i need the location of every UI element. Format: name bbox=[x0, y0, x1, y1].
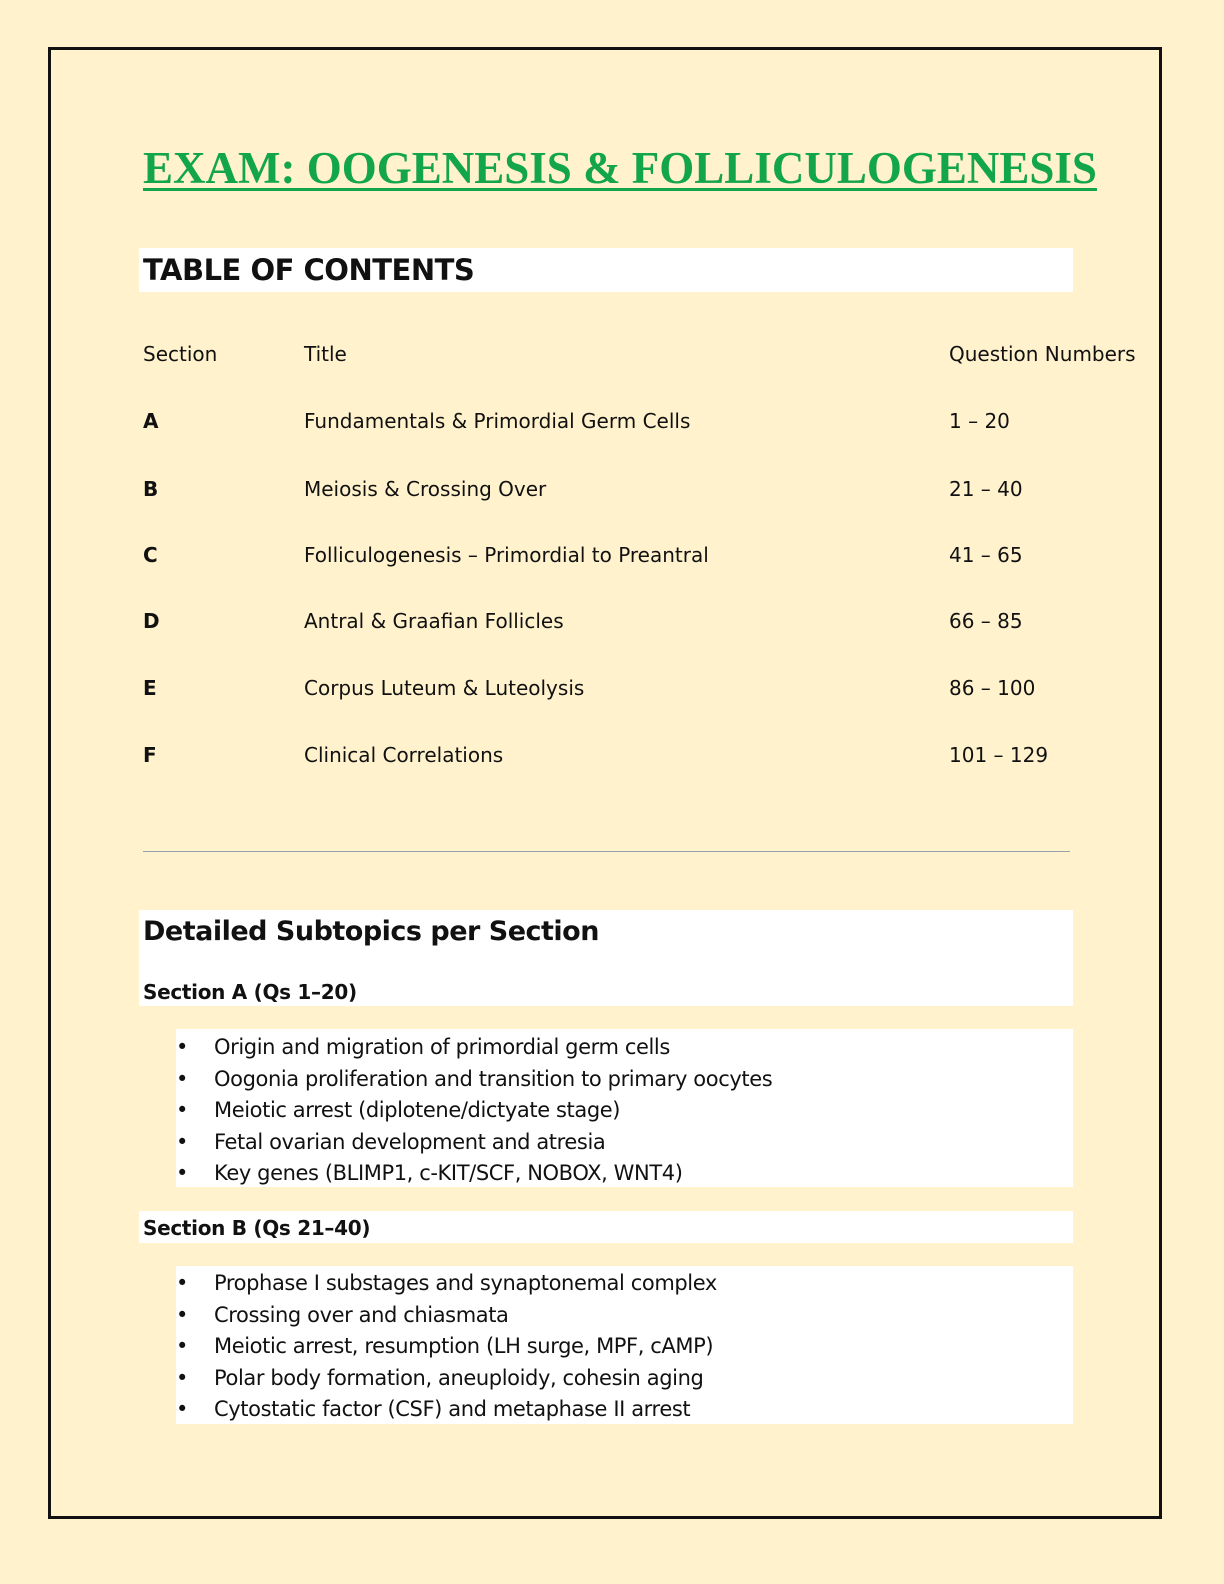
list-item-text: Crossing over and chiasmata bbox=[214, 1302, 509, 1327]
list-item-text: Oogonia proliferation and transition to primary oocytes bbox=[214, 1066, 773, 1091]
list-item-text: Prophase I substages and synaptonemal complex bbox=[214, 1271, 717, 1295]
bullet-icon: • bbox=[176, 1365, 188, 1390]
section-b-heading: Section B (Qs 21–40) bbox=[143, 1216, 371, 1240]
toc-row-questions: 101 – 129 bbox=[949, 743, 1049, 767]
list-item-text: Key genes (BLIMP1, c-KIT/SCF, NOBOX, WNT4) bbox=[214, 1161, 683, 1185]
bullet-icon: • bbox=[176, 1098, 188, 1122]
toc-row-section: D bbox=[143, 609, 160, 633]
list-item-text: Meiotic arrest (diplotene/dictyate stage) bbox=[214, 1098, 621, 1122]
toc-row-section: E bbox=[143, 676, 157, 700]
toc-row-section: A bbox=[143, 409, 159, 433]
toc-row-questions: 66 – 85 bbox=[949, 609, 1023, 633]
toc-row-questions: 1 – 20 bbox=[949, 409, 1010, 433]
toc-row-title: Fundamentals & Primordial Germ Cells bbox=[304, 409, 691, 433]
bullet-icon: • bbox=[176, 1334, 188, 1358]
list-item-text: Origin and migration of primordial germ cells bbox=[214, 1035, 670, 1059]
bullet-icon: • bbox=[176, 1397, 188, 1421]
toc-row-section: B bbox=[143, 477, 159, 501]
toc-row-questions: 86 – 100 bbox=[949, 676, 1036, 700]
toc-header-section: Section bbox=[143, 342, 218, 366]
toc-row-title: Corpus Luteum & Luteolysis bbox=[304, 676, 585, 700]
toc-header-questions: Question Numbers bbox=[949, 342, 1136, 366]
toc-header-title: Title bbox=[304, 342, 347, 366]
list-item-text: Polar body formation, aneuploidy, cohesin aging bbox=[214, 1365, 704, 1390]
toc-row-title: Antral & Graafian Follicles bbox=[304, 609, 564, 633]
list-item-text: Meiotic arrest, resumption (LH surge, MPF, cAMP) bbox=[214, 1334, 714, 1358]
document-title: EXAM: OOGENESIS & FOLLICULOGENESIS bbox=[143, 143, 1097, 193]
bullet-icon: • bbox=[176, 1129, 188, 1154]
list-item-text: Fetal ovarian development and atresia bbox=[214, 1129, 606, 1154]
toc-row-title: Meiosis & Crossing Over bbox=[304, 477, 547, 501]
bullet-icon: • bbox=[176, 1035, 188, 1059]
toc-row-title: Clinical Correlations bbox=[304, 743, 504, 767]
bullet-icon: • bbox=[176, 1271, 188, 1295]
horizontal-divider bbox=[143, 851, 1070, 852]
bullet-icon: • bbox=[176, 1066, 188, 1091]
toc-row-title: Folliculogenesis – Primordial to Preantral bbox=[304, 543, 709, 567]
list-item-text: Cytostatic factor (CSF) and metaphase II arrest bbox=[214, 1397, 691, 1421]
toc-row-questions: 41 – 65 bbox=[949, 543, 1023, 567]
bullet-icon: • bbox=[176, 1302, 188, 1327]
toc-row-questions: 21 – 40 bbox=[949, 477, 1023, 501]
toc-row-section: C bbox=[143, 543, 158, 567]
details-heading: Detailed Subtopics per Section bbox=[143, 916, 599, 947]
section-a-heading: Section A (Qs 1–20) bbox=[143, 980, 357, 1004]
toc-row-section: F bbox=[143, 743, 157, 767]
bullet-icon: • bbox=[176, 1161, 188, 1185]
toc-heading: TABLE OF CONTENTS bbox=[143, 253, 475, 287]
